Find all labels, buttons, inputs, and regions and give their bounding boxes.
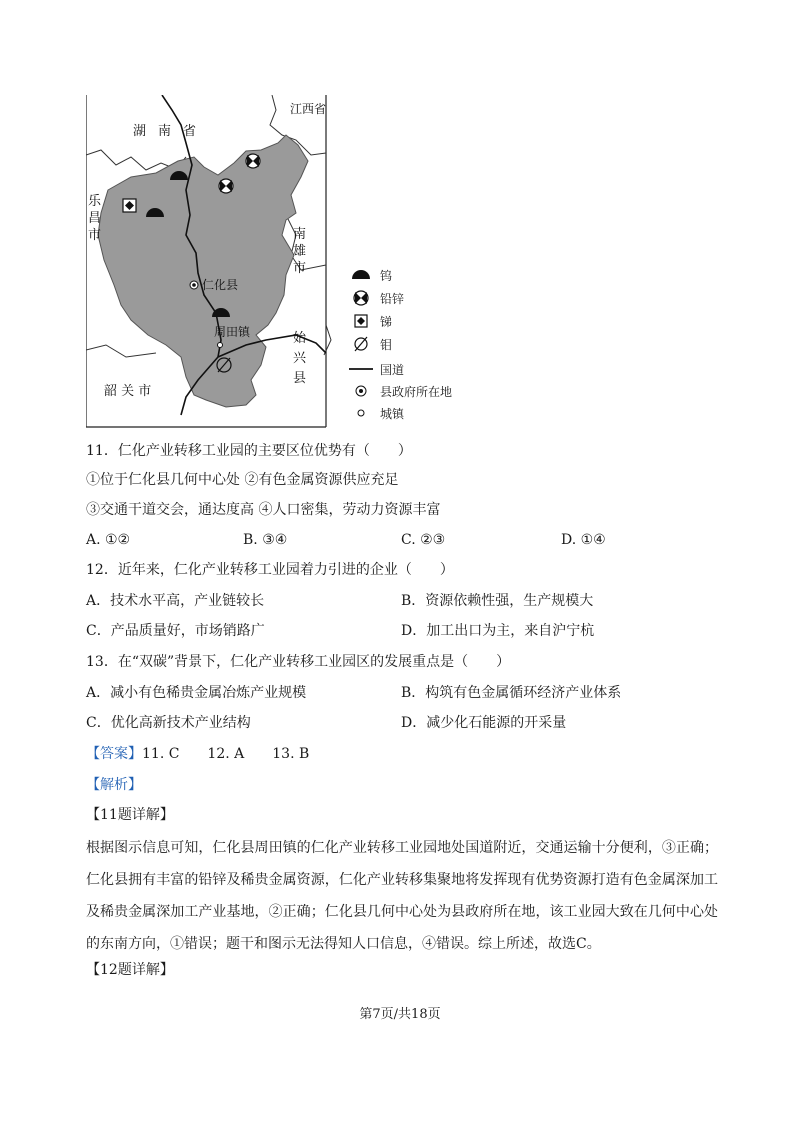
lead-zinc-icon xyxy=(246,154,260,168)
label-renhua-county: 仁化县 xyxy=(202,278,239,292)
q12-option-b: B．资源依赖性强，生产规模大 xyxy=(401,593,594,609)
q11-option-a: A. ①② xyxy=(86,532,131,548)
q12-stem: 12．近年来，仁化产业转移工业园着力引进的企业（ ） xyxy=(86,562,454,578)
label-hunan-2: 南 xyxy=(158,124,172,139)
national-road-icon xyxy=(348,359,374,379)
antimony-icon xyxy=(123,199,136,212)
answer-text: 11. C 12. A 13. B xyxy=(142,746,310,762)
legend-label: 国道 xyxy=(380,362,405,377)
antimony-icon xyxy=(348,311,374,331)
label-lechang-1: 乐 xyxy=(88,194,102,209)
q13-option-a: A．减小有色稀贵金属冶炼产业规模 xyxy=(86,685,307,701)
q11-analysis-body: 根据图示信息可知，仁化县周田镇的仁化产业转移工业园地处国道附近，交通运输十分便利，③正确；仁化县拥有丰富的铅锌及稀贵金属资源，仁化产业转移集聚地将发挥现有优势资源打造有色金属深加工及稀贵金属深加工产业基地，②正确；仁化县几何中心处为县政府所在地，该工业园大致在几何中心处的东南方向，①错误；题干和图示无法得知人口信息，④错误。综上所述，故选C。 xyxy=(86,840,718,952)
legend-item-national-road xyxy=(348,359,404,379)
legend-label: 锑 xyxy=(380,314,393,329)
town-icon xyxy=(348,403,374,423)
legend-item-molybdenum xyxy=(348,334,392,354)
page-number: 第7页/共18页 xyxy=(359,1007,441,1022)
q12-analysis-title: 【12题详解】 xyxy=(86,962,174,978)
label-shaoguan: 韶 关 市 xyxy=(104,384,152,399)
label-nanxiong-3: 市 xyxy=(293,261,307,276)
label-nanxiong-2: 雄 xyxy=(293,244,307,259)
legend-label: 城镇 xyxy=(380,406,405,421)
legend-item-antimony xyxy=(348,311,392,331)
answer-tag: 【答案】 xyxy=(86,746,142,762)
label-jiangxi: 江西省 xyxy=(290,102,327,116)
legend-item-tungsten xyxy=(348,265,392,285)
q11-option-d: D. ①④ xyxy=(561,532,606,548)
legend-item-county-seat xyxy=(348,381,452,401)
label-shixing-1: 始 xyxy=(293,331,307,346)
legend-item-lead-zinc xyxy=(348,288,404,308)
legend-label: 铅锌 xyxy=(380,291,405,306)
label-zhoutian-town: 周田镇 xyxy=(214,325,251,339)
lead-zinc-icon xyxy=(348,288,374,308)
label-hunan-3: 省 xyxy=(183,124,197,139)
q13-option-b: B．构筑有色金属循环经济产业体系 xyxy=(401,685,622,701)
label-nanxiong-1: 南 xyxy=(293,227,307,242)
label-shixing-2: 兴 xyxy=(293,351,307,366)
answer-line xyxy=(86,744,309,764)
renhua-county-region xyxy=(98,135,308,407)
q11-option-b: B. ③④ xyxy=(243,532,288,548)
legend-label: 县政府所在地 xyxy=(380,384,453,399)
q11-analysis-title: 【11题详解】 xyxy=(86,807,174,823)
map-figure xyxy=(86,95,456,430)
county-seat-icon xyxy=(348,381,374,401)
label-hunan-1: 湖 xyxy=(133,124,147,139)
q13-option-d: D．减少化石能源的开采量 xyxy=(401,715,567,731)
q13-option-c: C．优化高新技术产业结构 xyxy=(86,715,251,731)
q12-option-d: D．加工出口为主，来自沪宁杭 xyxy=(401,623,595,639)
q11-statements-2: ③交通干道交会，通达度高 ④人口密集，劳动力资源丰富 xyxy=(86,502,441,518)
legend-label: 钼 xyxy=(380,337,393,352)
analysis-tag: 【解析】 xyxy=(86,777,142,793)
label-shixing-3: 县 xyxy=(293,371,307,386)
label-lechang-3: 市 xyxy=(88,228,102,243)
legend-label: 钨 xyxy=(380,268,393,283)
q12-option-a: A．技术水平高，产业链较长 xyxy=(86,593,265,609)
q11-option-c: C. ②③ xyxy=(401,532,446,548)
molybdenum-icon xyxy=(348,334,374,354)
q13-stem: 13．在“双碳”背景下，仁化产业转移工业园区的发展重点是（ ） xyxy=(86,654,511,670)
q11-statements-1: ①位于仁化县几何中心处 ②有色金属资源供应充足 xyxy=(86,472,399,488)
q12-option-c: C．产品质量好，市场销路广 xyxy=(86,623,265,639)
legend-item-town xyxy=(348,403,404,423)
q11-stem: 11．仁化产业转移工业园的主要区位优势有（ ） xyxy=(86,443,412,459)
tungsten-icon xyxy=(348,265,374,285)
county-seat-icon xyxy=(190,281,198,289)
label-lechang-2: 昌 xyxy=(88,211,102,226)
town-icon xyxy=(218,343,223,348)
lead-zinc-icon xyxy=(219,179,233,193)
